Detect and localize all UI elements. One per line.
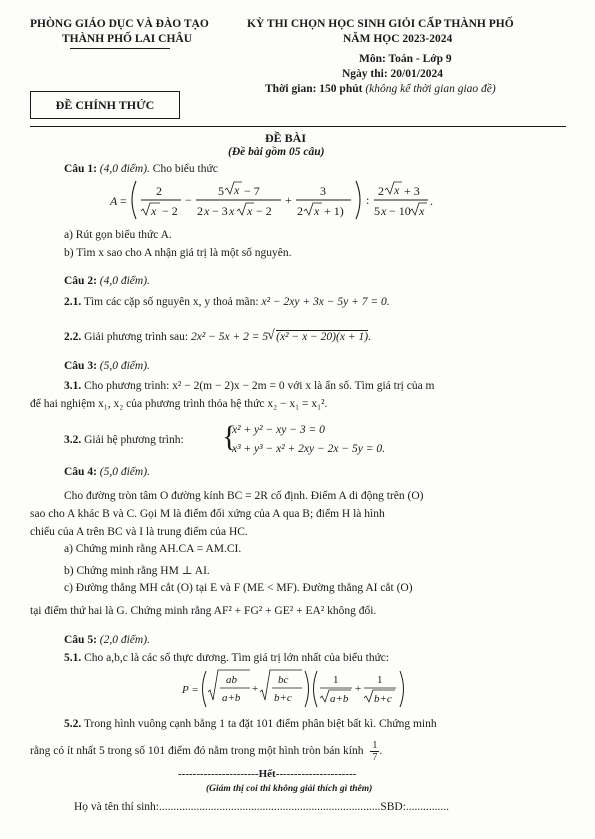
q5-label: Câu 5:	[64, 634, 97, 646]
q5-1-text: Cho a,b,c là các số thực dương. Tìm giá trị lớn nhất của biểu thức:	[84, 652, 390, 664]
svg-text:x: x	[234, 183, 240, 197]
q1-label: Câu 1:	[64, 163, 97, 175]
q3-part-1-line1	[64, 380, 435, 392]
q5-expression	[180, 667, 420, 711]
question-4-heading	[64, 466, 150, 478]
city-name: THÀNH PHỐ LAI CHÂU	[62, 33, 193, 45]
q4-part-c-line2: tại điểm thứ hai là G. Chứng minh rằng AF² + FG² + GE² + EA² không đổi.	[30, 605, 377, 617]
q2-2-equation-left: 2x² − 5x + 2 = 5	[190, 331, 269, 343]
q5-2-period: .	[379, 745, 383, 758]
q3-label: Câu 3:	[64, 360, 97, 372]
q2-part-1	[64, 296, 390, 308]
svg-text:.: .	[430, 194, 433, 208]
exam-subtitle: (Đề bài gồm 05 câu)	[228, 146, 325, 158]
subject: Môn: Toán - Lớp 9	[359, 53, 452, 65]
question-1-heading	[64, 163, 218, 175]
svg-text:bc: bc	[278, 674, 289, 686]
svg-text:1: 1	[333, 674, 339, 686]
time-note: (không kể thời gian giao đề)	[365, 83, 496, 95]
q3-1-text: Cho phương trình: x² − 2(m − 2)x − 2m = 0 với x là ẩn số. Tìm giá trị của m	[84, 380, 435, 392]
q5-part-2-line1	[64, 718, 437, 730]
q4-points: (5,0 điểm).	[99, 466, 150, 478]
svg-text:+: +	[355, 683, 362, 695]
q2-2-end: .	[368, 331, 371, 343]
svg-text:2: 2	[378, 184, 384, 198]
svg-text:−: −	[185, 193, 192, 207]
q2-1-equation: x² − 2xy + 3x − 5y + 7 = 0.	[261, 296, 390, 308]
exam-time	[265, 83, 496, 95]
school-year: NĂM HỌC 2023-2024	[343, 33, 453, 45]
svg-text:ab: ab	[226, 674, 237, 686]
svg-text:− 2: − 2	[162, 204, 178, 218]
q1-expression	[108, 176, 438, 224]
q4-part-a: a) Chứng minh rằng AH.CA = AM.CI.	[64, 543, 242, 555]
q3-2-label: 3.2.	[64, 434, 82, 446]
candidate-info-line: Họ và tên thí sinh:.............................................................................SBD:...............	[74, 801, 450, 813]
fraction-denominator: 7	[372, 752, 378, 763]
svg-text:b+c: b+c	[374, 693, 392, 705]
exam-name: KỲ THI CHỌN HỌC SINH GIỎI CẤP THÀNH PHỐ	[247, 18, 514, 30]
question-5-heading	[64, 634, 150, 646]
header-rule	[30, 126, 566, 127]
svg-text:+: +	[285, 193, 292, 207]
svg-text:x: x	[314, 204, 320, 218]
svg-text:=: =	[120, 194, 127, 208]
q4-part-b: b) Chứng minh rằng HM ⊥ AI.	[64, 565, 210, 577]
q2-points: (4,0 điểm).	[99, 275, 150, 287]
fraction-one-seventh	[370, 740, 379, 763]
svg-text:x: x	[204, 204, 210, 218]
svg-text:5: 5	[374, 204, 380, 218]
svg-text:3: 3	[320, 184, 326, 198]
svg-text:x: x	[419, 204, 425, 218]
q4-part-c-line1: c) Đường thẳng MH cắt (O) tại E và F (ME < MF). Đường thẳng AI cắt (O)	[64, 582, 413, 594]
q3-1-label: 3.1.	[64, 380, 82, 392]
svg-text:x: x	[381, 204, 387, 218]
svg-text:P: P	[182, 684, 189, 696]
exam-date: Ngày thi: 20/01/2024	[342, 68, 443, 80]
question-3-heading	[64, 360, 150, 372]
svg-text:x: x	[247, 204, 253, 218]
city-underline	[70, 48, 170, 49]
svg-text:− 3: − 3	[212, 204, 228, 218]
svg-text::: :	[366, 193, 370, 207]
system-brace: {	[222, 420, 237, 453]
q5-2-text-2: rằng có ít nhất 5 trong số 101 điểm đó nằm trong một hình tròn bán kính	[30, 745, 364, 758]
svg-text:5: 5	[218, 184, 224, 198]
q4-label: Câu 4:	[64, 466, 97, 478]
q2-part-2	[64, 330, 371, 343]
q1-intro: Cho biểu thức	[152, 163, 218, 175]
q3-part-2	[64, 434, 184, 446]
q2-1-label: 2.1.	[64, 296, 82, 308]
q5-2-text: Trong hình vuông cạnh bằng 1 ta đặt 101 điểm phân biệt bất kì. Chứng minh	[83, 718, 437, 730]
system-eq-2: x³ + y³ − x² + 2xy − 2x − 5y = 0.	[232, 443, 386, 455]
q1-points: (4,0 điểm).	[99, 163, 150, 175]
q1-part-a: a) Rút gọn biểu thức A.	[64, 229, 172, 241]
question-2-heading	[64, 275, 150, 287]
svg-text:A: A	[110, 194, 118, 208]
svg-text:x: x	[229, 204, 235, 218]
time-label: Thời gian: 150 phút	[265, 83, 363, 95]
q4-line-3: chiếu của A trên BC và I là trung điểm của HC.	[30, 526, 248, 538]
svg-text:x: x	[151, 204, 157, 218]
q2-label: Câu 2:	[64, 275, 97, 287]
q1-part-b: b) Tìm x sao cho A nhận giá trị là một số nguyên.	[64, 247, 292, 259]
proctor-note: (Giám thị coi thi không giải thích gì thêm)	[206, 784, 373, 794]
end-marker: ----------------------Hết----------------------	[178, 768, 357, 780]
svg-text:x: x	[394, 183, 400, 197]
sqrt-icon: √	[267, 328, 275, 343]
svg-text:=: =	[192, 684, 199, 696]
q2-2-radicand: (x² − x − 20)(x + 1)	[276, 331, 369, 343]
q4-line-2: sao cho A khác B và C. Gọi M là điểm đối xứng của A qua B; điểm H là hình	[30, 508, 385, 520]
svg-text:− 2: − 2	[256, 204, 272, 218]
official-exam-box: ĐỀ CHÍNH THỨC	[30, 91, 180, 119]
q5-points: (2,0 điểm).	[99, 634, 150, 646]
system-eq-1: x² + y² − xy − 3 = 0	[232, 424, 325, 436]
q3-part-1-line2: để hai nghiệm x₁, x₂ của phương trình thỏa hệ thức x₂ − x₁ = x₁².	[30, 398, 328, 410]
svg-text:+ 1): + 1)	[324, 204, 344, 218]
q5-2-label: 5.2.	[64, 718, 82, 730]
department-name: PHÒNG GIÁO DỤC VÀ ĐÀO TẠO	[30, 18, 209, 30]
svg-text:2: 2	[156, 184, 162, 198]
q2-2-label: 2.2.	[64, 331, 82, 343]
svg-text:2: 2	[197, 204, 203, 218]
q2-1-text: Tìm các cặp số nguyên x, y thoả mãn:	[83, 296, 259, 308]
svg-text:− 10: − 10	[389, 204, 411, 218]
svg-text:1: 1	[377, 674, 383, 686]
q3-points: (5,0 điểm).	[99, 360, 150, 372]
svg-text:2: 2	[297, 204, 303, 218]
q2-2-radical	[267, 328, 369, 343]
svg-text:a+b: a+b	[222, 692, 241, 704]
q4-line-1: Cho đường tròn tâm O đường kính BC = 2R cố định. Điểm A di động trên (O)	[64, 490, 424, 502]
q5-part-2-line2	[30, 740, 382, 763]
svg-text:+: +	[252, 683, 259, 695]
exam-title: ĐỀ BÀI	[265, 131, 307, 145]
svg-text:+ 3: + 3	[404, 184, 420, 198]
svg-text:− 7: − 7	[244, 184, 260, 198]
q2-2-text: Giải phương trình sau:	[84, 331, 189, 343]
svg-text:b+c: b+c	[274, 692, 292, 704]
svg-text:a+b: a+b	[330, 693, 349, 705]
fraction-numerator: 1	[372, 740, 378, 751]
q5-part-1	[64, 652, 389, 664]
q5-1-label: 5.1.	[64, 652, 82, 664]
q3-2-text: Giải hệ phương trình:	[84, 434, 184, 446]
